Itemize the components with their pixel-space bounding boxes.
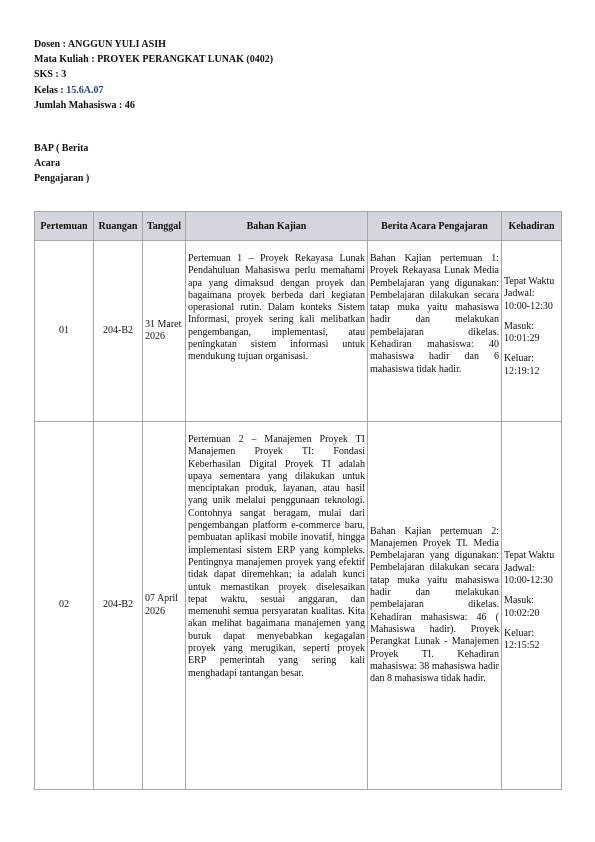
table-header-row (35, 212, 562, 241)
attendance-jadwal: Jadwal: 10:00-12:30 (504, 562, 553, 587)
cell-kehadiran (502, 241, 562, 422)
cell-berita-acara: Bahan Kajian pertemuan 1: Proyek Rekayasa Lunak Media Pembelajaran yang digunakan: Pembelajaran dilakukan secara tatap muka yaitu mahasiswa hadir dan melakukan pembelajaran dikelas. Kehadiran mahasiswa: 40 mahasiswa hadir dan 6 mahasiswa tidak hadir. (368, 241, 502, 422)
attendance-keluar: Keluar: 12:15:52 (504, 627, 540, 652)
cell-bahan-kajian: Pertemuan 1 – Proyek Rekayasa Lunak Pendahuluan Mahasiswa perlu memahami apa yang dimaksud dengan proyek dan bagaimana proyek berbeda dari kegiatan operasional rutin. Dalam konteks Sistem Informasi, proyek sering kali melibatkan pengembangan, implementasi, atau peningkatan sistem informasi untuk mendukung tujuan organisasi. (186, 241, 368, 422)
cell-pertemuan: 02 (35, 422, 94, 790)
cell-tanggal: 31 Maret 2026 (143, 241, 186, 422)
dosen-name: ANGGUN YULI ASIH (67, 39, 166, 50)
jumlah-line: Jumlah Mahasiswa : 46 (34, 99, 135, 111)
table-row (35, 241, 562, 422)
jumlah-value: 46 (124, 99, 135, 111)
attendance-jadwal: Jadwal: 10:00-12:30 (504, 288, 553, 312)
cell-pertemuan: 01 (35, 241, 94, 422)
col-header-pertemuan: Pertemuan (35, 212, 94, 241)
cell-tanggal: 07 April 2026 (143, 422, 186, 790)
kelas-line: Kelas : 15.6A.07 (34, 84, 104, 96)
cell-berita-acara: Bahan Kajian pertemuan 2: Manajemen Proyek TI. Media Pembelajaran yang digunakan: Pembelajaran dilakukan secara tatap muka yaitu mahasiswa hadir dan melakukan pembelajaran dikelas. Kehadiran mahasiswa: 46 ( Mahasiswa hadir). Proyek Perangkat Lunak - Manajemen Proyek TI. Kehadiran mahasiswa: 38 mahasiswa hadir dan 8 mahasiswa tidak hadir. (368, 422, 502, 790)
col-header-bahan-kajian: Bahan Kajian (186, 212, 368, 241)
matkul-name: PROYEK PERANGKAT LUNAK (0402) (97, 54, 274, 66)
col-header-tanggal: Tanggal (143, 212, 186, 241)
col-header-berita-acara: Berita Acara Pengajaran (368, 212, 502, 241)
attendance-status: Tepat Waktu (504, 550, 555, 562)
matkul-line: Mata Kuliah : PROYEK PERANGKAT LUNAK (0402) (34, 54, 274, 66)
attendance-masuk: Masuk: 10:02:20 (504, 595, 540, 619)
table-row (35, 422, 562, 790)
sks-line: SKS : 3 (34, 69, 67, 81)
document-header (34, 37, 273, 113)
col-header-kehadiran: Kehadiran (502, 212, 562, 241)
dosen-line: Dosen : ANGGUN YULI ASIH (34, 39, 166, 50)
cell-kehadiran (502, 422, 562, 790)
cell-ruangan: 204-B2 (94, 422, 143, 790)
kelas-value: 15.6A.07 (66, 84, 104, 96)
attendance-keluar: Keluar: 12:19:12 (504, 353, 540, 377)
attendance-status: Tepat Waktu (504, 275, 555, 287)
cell-ruangan: 204-B2 (94, 241, 143, 422)
bap-table (34, 211, 562, 790)
sks-value: 3 (61, 69, 67, 81)
cell-bahan-kajian: Pertemuan 2 – Manajemen Proyek TI Manajemen Proyek TI: Fondasi Keberhasilan Digital Proyek TI adalah upaya sementara yang dilakukan untuk menciptakan produk, layanan, atau hasil yang unik melalui penggunaan teknologi. Contohnya sangat beragam, mulai dari pengembangan platform e-commerce baru, pembuatan aplikasi mobile inovatif, hingga implementasi sistem ERP yang kompleks. Pentingnya manajemen proyek yang efektif tidak dapat diremehkan; ia adalah kunci untuk memastikan proyek diselesaikan tepat waktu, sesuai anggaran, dan memenuhi semua persyaratan kualitas. Kita akan melihat bagaimana manajemen yang buruk dapat menyebabkan kegagalan proyek yang merugikan, seperti proyek ERP pemerintah yang sering kali menghadapi tantangan besar. (186, 422, 368, 790)
col-header-ruangan: Ruangan (94, 212, 143, 241)
bap-title: BAP ( Berita Acara Pengajaran ) (34, 143, 90, 185)
attendance-masuk: Masuk: 10:01:29 (504, 320, 540, 345)
